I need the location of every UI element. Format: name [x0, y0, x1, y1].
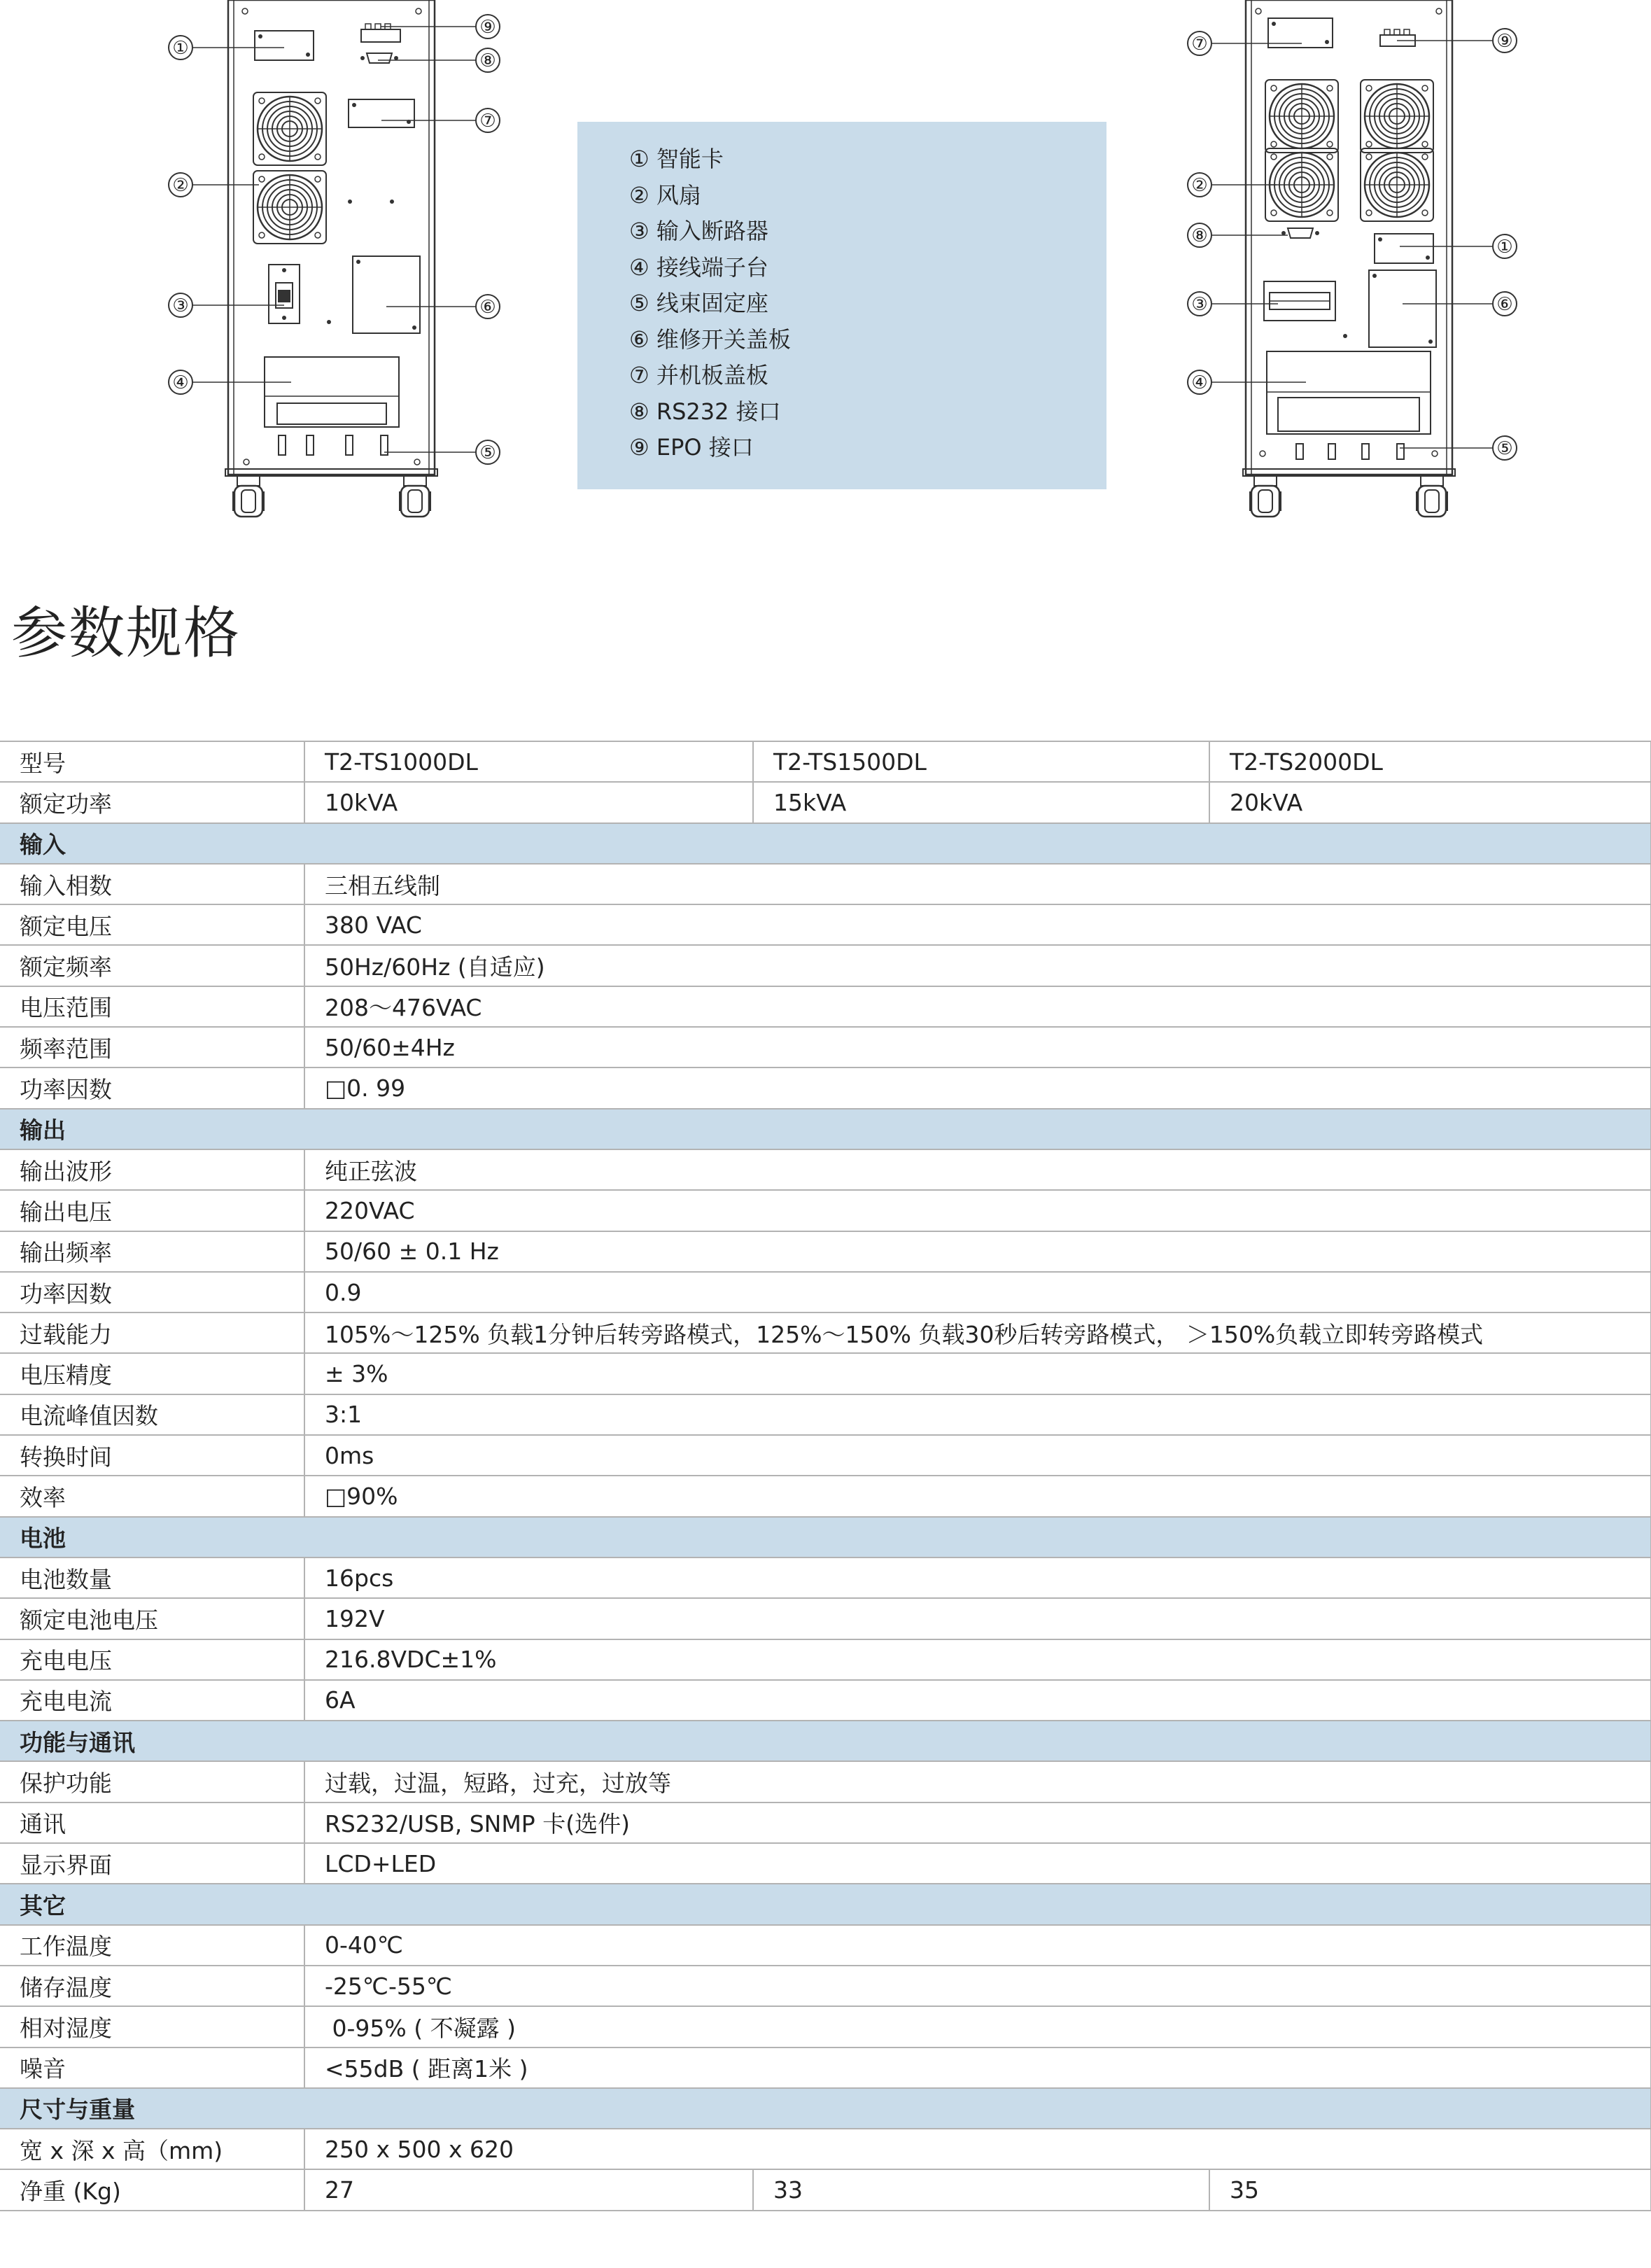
right-callout-1-text: ① [1496, 237, 1513, 258]
row-value: ± 3% [304, 1353, 1651, 1394]
section-header: 输入 [0, 823, 1651, 864]
row-label: 输出频率 [0, 1231, 304, 1272]
row-value: 192V [304, 1598, 1651, 1639]
spec-table-footer [0, 2169, 1651, 2210]
right-callout-8 [1188, 223, 1211, 247]
left-callout-5-text: ⑤ [479, 442, 496, 463]
row-value: 216.8VDC±1% [304, 1639, 1651, 1680]
row-label: 电压范围 [0, 986, 304, 1027]
right-callout-4-text: ④ [1191, 372, 1208, 393]
right-callout-9-text: ⑨ [1496, 31, 1513, 52]
row-label: 功率因数 [0, 1272, 304, 1312]
legend-item: ② 风扇 [629, 181, 701, 209]
power-value: 10kVA [304, 782, 753, 822]
row-label: 保护功能 [0, 1761, 304, 1802]
section-header-row [0, 1109, 1651, 1149]
right-callout-6-text: ⑥ [1496, 294, 1513, 315]
right-callout-8-text: ⑧ [1191, 225, 1208, 246]
row-label: 储存温度 [0, 1966, 304, 2006]
table-row [0, 1966, 1651, 2006]
right-callout-6 [1493, 292, 1517, 316]
power-value: 20kVA [1209, 782, 1651, 822]
section-header-row [0, 1517, 1651, 1558]
row-label: 噪音 [0, 2047, 304, 2088]
row-label: 宽 x 深 x 高（mm) [0, 2129, 304, 2169]
section-header-row [0, 1721, 1651, 1761]
left-callout-5 [476, 440, 500, 464]
table-row [0, 1312, 1651, 1353]
left-callout-2 [169, 173, 192, 197]
table-row [0, 1761, 1651, 1802]
left-callout-1-text: ① [172, 38, 189, 59]
table-row [0, 1558, 1651, 1598]
row-label: 相对湿度 [0, 2006, 304, 2047]
row-label: 效率 [0, 1476, 304, 1516]
row-label: 电池数量 [0, 1558, 304, 1598]
row-label: 电流峰值因数 [0, 1394, 304, 1435]
table-row [0, 2129, 1651, 2169]
table-row [0, 945, 1651, 986]
legend-item: ⑧ RS232 接口 [629, 398, 781, 425]
row-label: 充电电流 [0, 1680, 304, 1721]
section-header: 功能与通讯 [0, 1721, 1651, 1761]
power-value: 15kVA [753, 782, 1209, 822]
left-callout-4-text: ④ [172, 372, 189, 393]
table-row [0, 1802, 1651, 1843]
right-cabinet [1243, 0, 1455, 517]
right-callout-7 [1188, 31, 1211, 55]
row-value: 3:1 [304, 1394, 1651, 1435]
table-row [0, 782, 1651, 822]
row-value: -25℃-55℃ [304, 1966, 1651, 2006]
row-label: 通讯 [0, 1802, 304, 1843]
row-value: □0. 99 [304, 1068, 1651, 1108]
row-label: 功率因数 [0, 1068, 304, 1108]
weight-value: 33 [753, 2169, 1209, 2210]
left-callout-9-text: ⑨ [479, 17, 496, 38]
row-value: 0ms [304, 1435, 1651, 1476]
row-label: 频率范围 [0, 1027, 304, 1068]
row-value: 三相五线制 [304, 864, 1651, 904]
row-label: 电压精度 [0, 1353, 304, 1394]
section-header-row [0, 823, 1651, 864]
row-value: 220VAC [304, 1190, 1651, 1231]
row-label: 额定频率 [0, 945, 304, 986]
left-callout-9 [476, 15, 500, 38]
spec-table-body [0, 741, 1651, 823]
left-callout-6 [476, 295, 500, 318]
table-row [0, 1027, 1651, 1068]
legend-item: ⑦ 并机板盖板 [629, 362, 768, 388]
model-value: T2-TS1500DL [753, 741, 1209, 782]
table-row [0, 1068, 1651, 1108]
row-label: 输入相数 [0, 864, 304, 904]
right-callout-3-text: ③ [1191, 294, 1208, 315]
table-row [0, 1639, 1651, 1680]
right-callout-7-text: ⑦ [1191, 34, 1208, 55]
left-callout-7 [476, 108, 500, 132]
row-label: 额定功率 [0, 782, 304, 822]
table-row [0, 1598, 1651, 1639]
table-row [0, 1272, 1651, 1312]
row-label: 输出电压 [0, 1190, 304, 1231]
row-value: □90% [304, 1476, 1651, 1516]
row-value: 0-95% ( 不凝露 ) [304, 2006, 1651, 2047]
row-value: RS232/USB, SNMP 卡(选件) [304, 1802, 1651, 1843]
section-header-row [0, 2088, 1651, 2129]
right-callout-5 [1493, 436, 1517, 460]
model-value: T2-TS1000DL [304, 741, 753, 782]
row-value: <55dB ( 距离1米 ) [304, 2047, 1651, 2088]
row-value: 0.9 [304, 1272, 1651, 1312]
table-row [0, 1190, 1651, 1231]
left-callout-8-text: ⑧ [479, 50, 496, 71]
row-value: 16pcs [304, 1558, 1651, 1598]
right-callout-5-text: ⑤ [1496, 438, 1513, 459]
row-label: 额定电池电压 [0, 1598, 304, 1639]
left-callout-3 [169, 293, 192, 317]
row-label: 净重 (Kg) [0, 2169, 304, 2210]
row-label: 显示界面 [0, 1843, 304, 1884]
table-row [0, 1231, 1651, 1272]
left-callout-1 [169, 36, 192, 59]
table-row [0, 1394, 1651, 1435]
table-row [0, 864, 1651, 904]
table-row [0, 1476, 1651, 1516]
row-value: 250 x 500 x 620 [304, 2129, 1651, 2169]
section-header: 其它 [0, 1884, 1651, 1924]
row-value: 208～476VAC [304, 986, 1651, 1027]
table-row [0, 1925, 1651, 1966]
right-callout-2 [1188, 173, 1211, 197]
left-callout-2-text: ② [172, 175, 189, 196]
table-row [0, 904, 1651, 945]
row-value: 6A [304, 1680, 1651, 1721]
table-row [0, 986, 1651, 1027]
row-value: 50/60±4Hz [304, 1027, 1651, 1068]
table-row [0, 1149, 1651, 1190]
table-row [0, 1353, 1651, 1394]
section-header: 电池 [0, 1517, 1651, 1558]
section-header-row [0, 1884, 1651, 1924]
left-callout-6-text: ⑥ [479, 297, 496, 318]
section-title: 参数规格 [11, 601, 241, 666]
section-header: 尺寸与重量 [0, 2088, 1651, 2129]
row-value: 过载，过温，短路，过充，过放等 [304, 1761, 1651, 1802]
table-row [0, 1843, 1651, 1884]
legend-item: ① 智能卡 [629, 146, 724, 172]
left-callout-4 [169, 370, 192, 394]
table-row [0, 2047, 1651, 2088]
row-label: 转换时间 [0, 1435, 304, 1476]
left-callout-8 [476, 48, 500, 72]
row-value: 380 VAC [304, 904, 1651, 945]
left-cabinet [225, 0, 437, 517]
right-callout-2-text: ② [1191, 175, 1208, 196]
row-label: 充电电压 [0, 1639, 304, 1680]
row-label: 输出波形 [0, 1149, 304, 1190]
legend-item: ④ 接线端子台 [629, 253, 768, 281]
right-callout-1 [1493, 234, 1517, 258]
table-row [0, 2006, 1651, 2047]
weight-value: 35 [1209, 2169, 1651, 2210]
row-value: LCD+LED [304, 1843, 1651, 1884]
row-label: 型号 [0, 741, 304, 782]
legend-item: ⑥ 维修开关盖板 [629, 326, 791, 353]
legend-item: ⑨ EPO 接口 [629, 434, 754, 461]
spec-table [0, 741, 1651, 2211]
row-label: 额定电压 [0, 904, 304, 945]
table-row [0, 1435, 1651, 1476]
weight-value: 27 [304, 2169, 753, 2210]
model-value: T2-TS2000DL [1209, 741, 1651, 782]
legend-list [629, 141, 791, 466]
spec-groups [0, 823, 1651, 2170]
section-header: 输出 [0, 1109, 1651, 1149]
row-label: 过载能力 [0, 1312, 304, 1353]
table-row [0, 741, 1651, 782]
legend-item: ③ 输入断路器 [629, 218, 768, 244]
table-row [0, 2169, 1651, 2210]
right-callout-4 [1188, 370, 1211, 394]
right-callout-9 [1493, 29, 1517, 52]
row-label: 工作温度 [0, 1925, 304, 1966]
row-value: 0-40℃ [304, 1925, 1651, 1966]
legend-item: ⑤ 线束固定座 [629, 290, 768, 316]
row-value: 纯正弦波 [304, 1149, 1651, 1190]
right-callout-3 [1188, 292, 1211, 316]
row-value: 50Hz/60Hz (自适应) [304, 945, 1651, 986]
legend-box [577, 122, 1106, 489]
row-value: 50/60 ± 0.1 Hz [304, 1231, 1651, 1272]
left-callout-7-text: ⑦ [479, 111, 496, 132]
left-callout-3-text: ③ [172, 295, 189, 316]
row-value: 105%～125% 负载1分钟后转旁路模式，125%～150% 负载30秒后转旁路模式， ＞150%负载立即转旁路模式 [304, 1312, 1651, 1353]
table-row [0, 1680, 1651, 1721]
